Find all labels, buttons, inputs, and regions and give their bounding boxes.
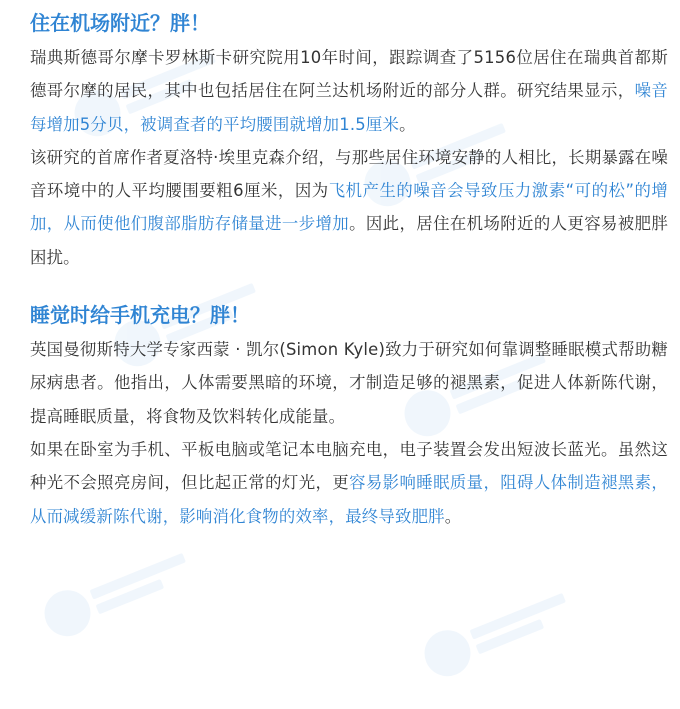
paragraph-text: 瑞典斯德哥尔摩卡罗林斯卡研究院用10年时间，跟踪调查了5156位居住在瑞典首都斯德哥尔摩的居民，其中也包括居住在阿兰达机场附近的部分人群。研究结果显示， xyxy=(30,48,668,101)
highlight-text: 噪音每增加5分贝，被调查者的平均腰围就增加1.5厘米 xyxy=(30,81,668,134)
highlight-text: 容易影响睡眠质量，阻碍人体制造褪黑素，从而减缓新陈代谢，影响消化食物的效率，最终导致肥胖 xyxy=(30,473,668,526)
section-phone-charging xyxy=(30,300,668,533)
paragraph-text: 该研究的首席作者夏洛特·埃里克森介绍，与那些居住环境安静的人相比，长期暴露在噪音环境中的人平均腰围要粗6厘米，因为 xyxy=(30,147,668,201)
section-title: 睡觉时给手机充电？胖！ xyxy=(30,303,250,328)
paragraph-text: 。 xyxy=(444,506,462,526)
section-airport xyxy=(30,8,668,274)
paragraph-text: 。 xyxy=(399,114,416,134)
watermark xyxy=(415,570,595,689)
section-title: 住在机场附近？胖！ xyxy=(30,11,210,35)
watermark xyxy=(35,530,215,649)
paragraph xyxy=(30,141,668,274)
paragraph xyxy=(30,433,668,533)
paragraph xyxy=(30,333,668,433)
paragraph xyxy=(30,41,668,141)
paragraph-text: 英国曼彻斯特大学专家西蒙 · 凯尔(Simon Kyle)致力于研究如何靠调整睡眠模式帮助糖尿病患者。他指出，人体需要黑暗的环境，才制造足够的褪黑素，促进人体新陈代谢，提高睡眠质量，将食物及饮料转化成能量。 xyxy=(30,340,668,426)
highlight-text: 飞机产生的噪音会导致压力激素“可的松”的增加，从而使他们腹部脂肪存储量进一步增加 xyxy=(30,181,669,234)
paragraph-text: 。因此，居住在机场附近的人更容易被肥胖困扰。 xyxy=(30,214,668,267)
paragraph-text: 如果在卧室为手机、平板电脑或笔记本电脑充电，电子装置会发出短波长蓝光。虽然这种光不会照亮房间，但比起正常的灯光，更 xyxy=(30,439,668,493)
